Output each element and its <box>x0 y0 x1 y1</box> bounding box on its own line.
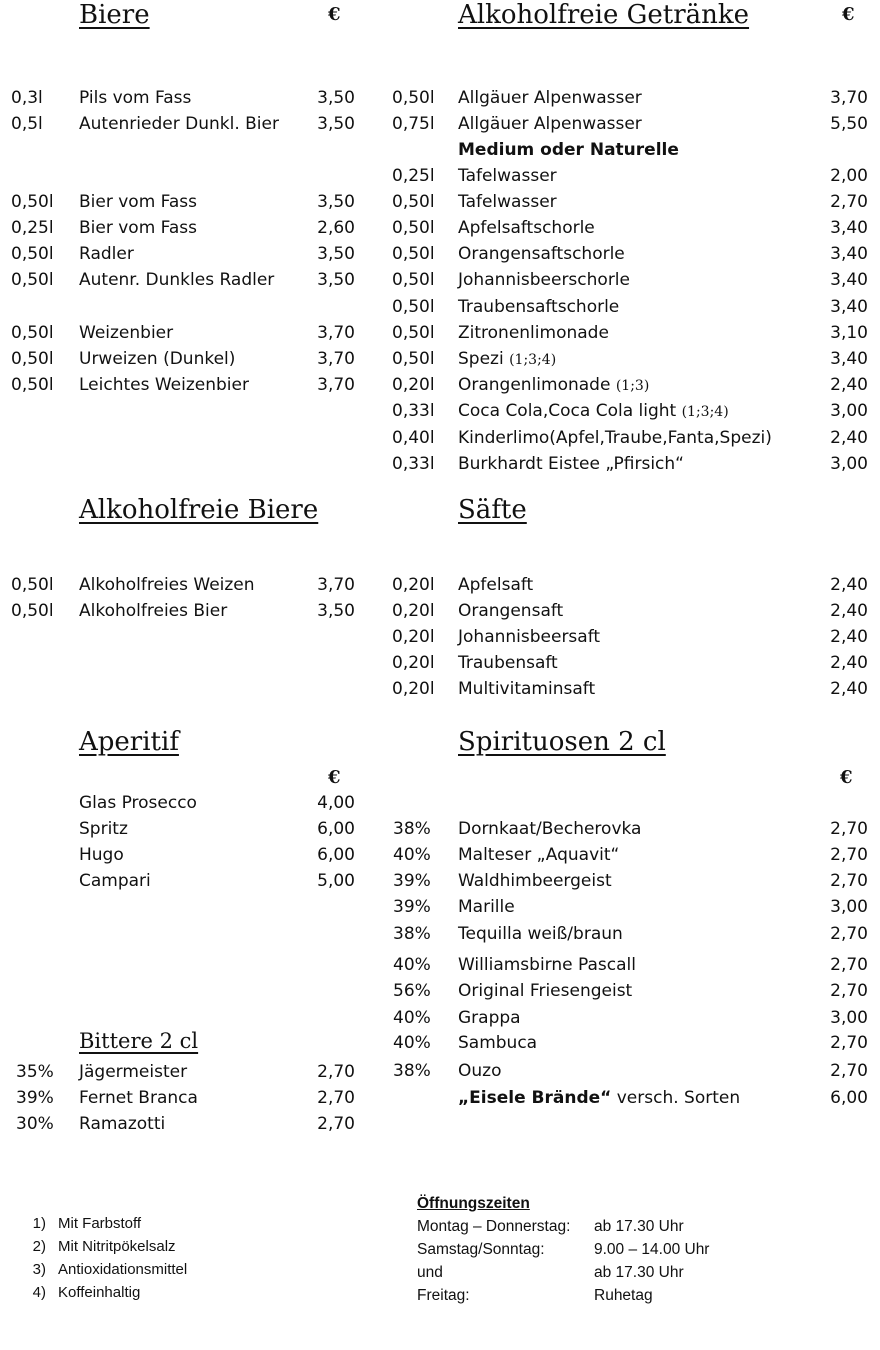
item-price: 3,00 <box>830 897 868 917</box>
item-name-text: Medium oder Naturelle <box>458 140 679 160</box>
item-volume: 0,50l <box>11 349 54 369</box>
item-volume: 39% <box>16 1088 54 1108</box>
item-name <box>458 817 641 841</box>
item-name <box>458 86 642 110</box>
item-volume: 0,50l <box>11 375 54 395</box>
item-price: 3,40 <box>830 270 868 290</box>
footnote-text: Mit Farbstoff <box>58 1215 142 1232</box>
item-name <box>458 1006 521 1030</box>
item-price: 2,70 <box>830 845 868 865</box>
item-name-text: Johannisbeersaft <box>458 627 601 647</box>
menu-item <box>0 1031 880 1055</box>
item-name <box>458 452 684 476</box>
item-price: 3,70 <box>317 375 355 395</box>
item-name-text: Alkoholfreies Bier <box>79 601 228 621</box>
item-name-text: Autenrieder Dunkl. Bier <box>79 114 279 134</box>
item-volume: 0,50l <box>392 349 435 369</box>
item-name <box>79 1112 165 1136</box>
item-name <box>458 112 642 136</box>
menu-item <box>0 651 880 675</box>
item-name-text: Hugo <box>79 845 124 865</box>
item-price: 3,40 <box>830 349 868 369</box>
item-name <box>458 321 609 345</box>
hours-row <box>417 1215 709 1238</box>
section-title-aperitif: Aperitif <box>79 727 179 757</box>
menu-item <box>0 573 880 597</box>
item-name-text: Fernet Branca <box>79 1088 198 1108</box>
section-title-alkoholfreie-biere: Alkoholfreie Biere <box>79 495 319 525</box>
item-volume: 39% <box>393 871 431 891</box>
item-name-text: Allgäuer Alpenwasser <box>458 114 642 134</box>
item-volume: 0,50l <box>11 323 54 343</box>
item-volume: 35% <box>16 1062 54 1082</box>
item-price: 2,70 <box>830 819 868 839</box>
menu-item <box>0 190 880 214</box>
item-volume: 0,40l <box>392 428 435 448</box>
item-name <box>458 190 557 214</box>
item-volume: 0,20l <box>392 601 435 621</box>
footnote-text: Mit Nitritpökelsalz <box>58 1238 176 1255</box>
item-price: 3,40 <box>830 297 868 317</box>
item-volume: 0,50l <box>392 323 435 343</box>
menu-item <box>0 1060 880 1084</box>
item-allergen-note: (1;3;4) <box>681 404 729 420</box>
hours-day: Samstag/Sonntag: <box>417 1241 545 1258</box>
item-name-text: Ramazotti <box>79 1114 166 1134</box>
footnote-num: 3) <box>32 1261 46 1278</box>
item-price: 2,70 <box>317 1088 355 1108</box>
footnote <box>20 1212 187 1235</box>
item-name-text: Waldhimbeergeist <box>458 871 612 891</box>
item-volume: 0,33l <box>392 454 435 474</box>
hours-day: und <box>417 1264 443 1281</box>
item-volume: 0,20l <box>392 575 435 595</box>
item-price: 3,50 <box>317 114 355 134</box>
item-name-text: Sambuca <box>458 1033 538 1053</box>
menu-item <box>0 979 880 1003</box>
item-name-text: Orangensaft <box>458 601 564 621</box>
item-name-text: Multivitaminsaft <box>458 679 596 699</box>
item-name <box>458 373 649 398</box>
item-price: 2,40 <box>830 679 868 699</box>
item-volume: 0,50l <box>392 192 435 212</box>
item-name-text: Coca Cola,Coca Cola light <box>458 401 677 421</box>
item-name-text: Glas Prosecco <box>79 793 197 813</box>
item-name-text: Apfelsaft <box>458 575 534 595</box>
menu-item <box>0 869 880 893</box>
item-name-text: Tafelwasser <box>458 166 557 186</box>
currency-header: € <box>328 4 341 25</box>
item-name <box>458 651 558 675</box>
item-price: 3,70 <box>317 323 355 343</box>
menu-item <box>0 321 880 345</box>
item-name <box>458 399 729 424</box>
footnote <box>20 1258 187 1281</box>
hours-time: ab 17.30 Uhr <box>594 1218 684 1235</box>
item-name <box>458 138 679 162</box>
item-name-text: Spritz <box>79 819 128 839</box>
section-title-bittere: Bittere 2 cl <box>79 1029 199 1053</box>
item-price: 2,70 <box>830 192 868 212</box>
item-volume: 56% <box>393 981 431 1001</box>
menu-item <box>0 426 880 450</box>
item-price: 3,70 <box>317 575 355 595</box>
item-name-text: Jägermeister <box>79 1062 188 1082</box>
item-name-text: Autenr. Dunkles Radler <box>79 270 275 290</box>
item-name <box>458 242 625 266</box>
item-volume: 0,50l <box>11 192 54 212</box>
item-volume: 0,3l <box>11 88 43 108</box>
item-name-text: Pils vom Fass <box>79 88 192 108</box>
footnote-num: 1) <box>32 1215 46 1232</box>
menu-item <box>0 599 880 623</box>
menu-item <box>0 817 880 841</box>
item-volume: 0,25l <box>11 218 54 238</box>
menu-item <box>0 677 880 701</box>
hours-time: ab 17.30 Uhr <box>594 1264 684 1281</box>
item-price: 2,70 <box>830 1033 868 1053</box>
item-price: 2,40 <box>830 601 868 621</box>
item-name-rest: versch. Sorten <box>611 1088 741 1108</box>
item-volume: 0,50l <box>392 270 435 290</box>
item-name-text: Kinderlimo(Apfel,Traube,Fanta,Spezi) <box>458 428 772 448</box>
item-name-text: Original Friesengeist <box>458 981 633 1001</box>
item-volume: 38% <box>393 924 431 944</box>
item-price: 2,40 <box>830 653 868 673</box>
item-name <box>458 895 515 919</box>
item-price: 3,10 <box>830 323 868 343</box>
footnote <box>20 1235 187 1258</box>
item-allergen-note: (1;3;4) <box>509 352 557 368</box>
item-price: 3,40 <box>830 244 868 264</box>
menu-item <box>0 922 880 946</box>
item-name-bold: „Eisele Brände“ <box>458 1088 612 1108</box>
item-volume: 0,20l <box>392 627 435 647</box>
item-name <box>458 295 619 319</box>
currency-header: € <box>840 767 853 788</box>
footnote-num: 4) <box>32 1284 46 1301</box>
item-price: 3,50 <box>317 244 355 264</box>
item-volume: 0,50l <box>11 575 54 595</box>
item-price: 4,00 <box>317 793 355 813</box>
item-volume: 0,20l <box>392 375 435 395</box>
item-volume: 0,5l <box>11 114 43 134</box>
item-name-text: Apfelsaftschorle <box>458 218 595 238</box>
item-name-text: Campari <box>79 871 151 891</box>
item-price: 3,50 <box>317 270 355 290</box>
item-name-text: Tafelwasser <box>458 192 557 212</box>
item-price: 2,00 <box>830 166 868 186</box>
item-name <box>458 573 533 597</box>
menu-item <box>0 216 880 240</box>
item-name-text: Zitronenlimonade <box>458 323 609 343</box>
item-volume: 39% <box>393 897 431 917</box>
hours-time: Ruhetag <box>594 1287 653 1304</box>
item-name-text: Weizenbier <box>79 323 174 343</box>
item-price: 3,40 <box>830 218 868 238</box>
menu-item <box>0 164 880 188</box>
item-name-text: Leichtes Weizenbier <box>79 375 249 395</box>
item-volume: 0,50l <box>11 601 54 621</box>
item-price: 3,70 <box>317 349 355 369</box>
currency-header: € <box>328 767 341 788</box>
item-name-text: Traubensaftschorle <box>458 297 620 317</box>
item-volume: 0,20l <box>392 653 435 673</box>
menu-item <box>0 242 880 266</box>
item-name-text: Burkhardt Eistee „Pfirsich“ <box>458 454 684 474</box>
item-name <box>458 426 772 450</box>
item-name <box>458 869 612 893</box>
item-name-text: Dornkaat/Becherovka <box>458 819 642 839</box>
item-price: 2,70 <box>317 1114 355 1134</box>
menu-item <box>0 1006 880 1030</box>
footnote-num: 2) <box>32 1238 46 1255</box>
item-name-text: Alkoholfreies Weizen <box>79 575 255 595</box>
item-name <box>458 1031 537 1055</box>
item-name-text: Williamsbirne Pascall <box>458 955 636 975</box>
item-name <box>79 1086 198 1110</box>
item-name-text: Allgäuer Alpenwasser <box>458 88 642 108</box>
item-volume: 40% <box>393 955 431 975</box>
item-volume: 0,33l <box>392 401 435 421</box>
item-price: 3,00 <box>830 454 868 474</box>
item-volume: 0,50l <box>11 270 54 290</box>
hours-day: Montag – Donnerstag: <box>417 1218 571 1235</box>
item-price: 2,40 <box>830 428 868 448</box>
item-volume: 0,20l <box>392 679 435 699</box>
hours-row <box>417 1238 709 1261</box>
footnotes <box>20 1212 187 1304</box>
menu-item <box>0 953 880 977</box>
section-title-spirituosen: Spirituosen 2 cl <box>458 727 666 757</box>
item-volume: 40% <box>393 1033 431 1053</box>
item-name-text: Urweizen (Dunkel) <box>79 349 236 369</box>
item-price: 6,00 <box>830 1088 868 1108</box>
item-price: 6,00 <box>317 819 355 839</box>
item-price: 2,70 <box>830 981 868 1001</box>
section-title-saefte: Säfte <box>458 495 527 525</box>
menu-item-eisele <box>458 1086 868 1110</box>
footnote-text: Antioxidationsmittel <box>58 1261 188 1278</box>
item-name-text: Orangenlimonade <box>458 375 611 395</box>
hours-time: 9.00 – 14.00 Uhr <box>594 1241 710 1258</box>
item-name <box>79 1060 187 1084</box>
item-name <box>458 922 623 946</box>
item-name <box>458 216 595 240</box>
item-name <box>458 979 632 1003</box>
item-price: 2,70 <box>830 924 868 944</box>
menu-item <box>0 791 880 815</box>
item-name <box>458 953 636 977</box>
item-price: 6,00 <box>317 845 355 865</box>
item-volume: 30% <box>16 1114 54 1134</box>
item-volume: 0,50l <box>392 297 435 317</box>
menu-item <box>0 373 880 397</box>
currency-header: € <box>842 4 855 25</box>
item-price: 2,70 <box>317 1062 355 1082</box>
section-title-biere: Biere <box>79 0 150 30</box>
item-volume: 0,50l <box>392 244 435 264</box>
item-name-text: Marille <box>458 897 515 917</box>
item-volume: 0,50l <box>11 244 54 264</box>
item-price: 3,70 <box>830 88 868 108</box>
item-price: 3,00 <box>830 401 868 421</box>
item-name-text: Bier vom Fass <box>79 218 198 238</box>
item-volume: 40% <box>393 845 431 865</box>
item-price: 3,50 <box>317 88 355 108</box>
item-name <box>458 677 595 701</box>
item-name <box>458 599 563 623</box>
hours-row <box>417 1261 709 1284</box>
item-name <box>458 164 557 188</box>
item-volume: 40% <box>393 1008 431 1028</box>
item-name-text: Grappa <box>458 1008 521 1028</box>
item-volume: 0,50l <box>392 218 435 238</box>
menu-item <box>0 843 880 867</box>
item-price: 2,40 <box>830 375 868 395</box>
item-name-text: Spezi <box>458 349 504 369</box>
footnote <box>20 1281 187 1304</box>
item-price: 3,50 <box>317 601 355 621</box>
item-name-text: Tequilla weiß/braun <box>458 924 623 944</box>
item-name <box>79 791 197 815</box>
menu-item <box>0 138 880 162</box>
hours-row <box>417 1284 709 1307</box>
menu-item <box>0 86 880 110</box>
item-name-text: Traubensaft <box>458 653 558 673</box>
menu-item <box>0 1112 880 1136</box>
item-name-text: Malteser „Aquavit“ <box>458 845 620 865</box>
item-name <box>458 625 600 649</box>
section-title-alkoholfreie-getraenke: Alkoholfreie Getränke <box>458 0 750 30</box>
item-volume: 38% <box>393 1061 431 1081</box>
item-name-text: Johannisbeerschorle <box>458 270 630 290</box>
item-volume: 38% <box>393 819 431 839</box>
item-volume: 0,25l <box>392 166 435 186</box>
item-name <box>458 347 556 372</box>
item-allergen-note: (1;3) <box>615 378 650 394</box>
menu-item <box>0 452 880 476</box>
item-price: 2,70 <box>830 1061 868 1081</box>
menu-item <box>0 347 880 371</box>
item-volume: 0,75l <box>392 114 435 134</box>
item-name-text: Ouzo <box>458 1061 502 1081</box>
item-price: 5,50 <box>830 114 868 134</box>
item-volume: 0,50l <box>392 88 435 108</box>
item-name-text: Orangensaftschorle <box>458 244 625 264</box>
menu-item <box>0 295 880 319</box>
menu-item <box>0 625 880 649</box>
item-price: 2,70 <box>830 871 868 891</box>
item-price: 2,60 <box>317 218 355 238</box>
opening-hours <box>417 1192 709 1307</box>
item-name <box>458 843 619 867</box>
menu-item <box>0 895 880 919</box>
footnote-text: Koffeinhaltig <box>58 1284 141 1301</box>
hours-day: Freitag: <box>417 1287 470 1304</box>
item-price: 3,50 <box>317 192 355 212</box>
item-price: 2,70 <box>830 955 868 975</box>
opening-hours-title: Öffnungszeiten <box>417 1195 530 1212</box>
item-price: 2,40 <box>830 575 868 595</box>
item-price: 3,00 <box>830 1008 868 1028</box>
item-price: 5,00 <box>317 871 355 891</box>
menu-item <box>0 268 880 292</box>
item-name-text: Radler <box>79 244 134 264</box>
item-price: 2,40 <box>830 627 868 647</box>
item-name-text: Bier vom Fass <box>79 192 198 212</box>
item-name <box>458 268 630 292</box>
menu-item <box>0 399 880 423</box>
menu-item <box>0 112 880 136</box>
